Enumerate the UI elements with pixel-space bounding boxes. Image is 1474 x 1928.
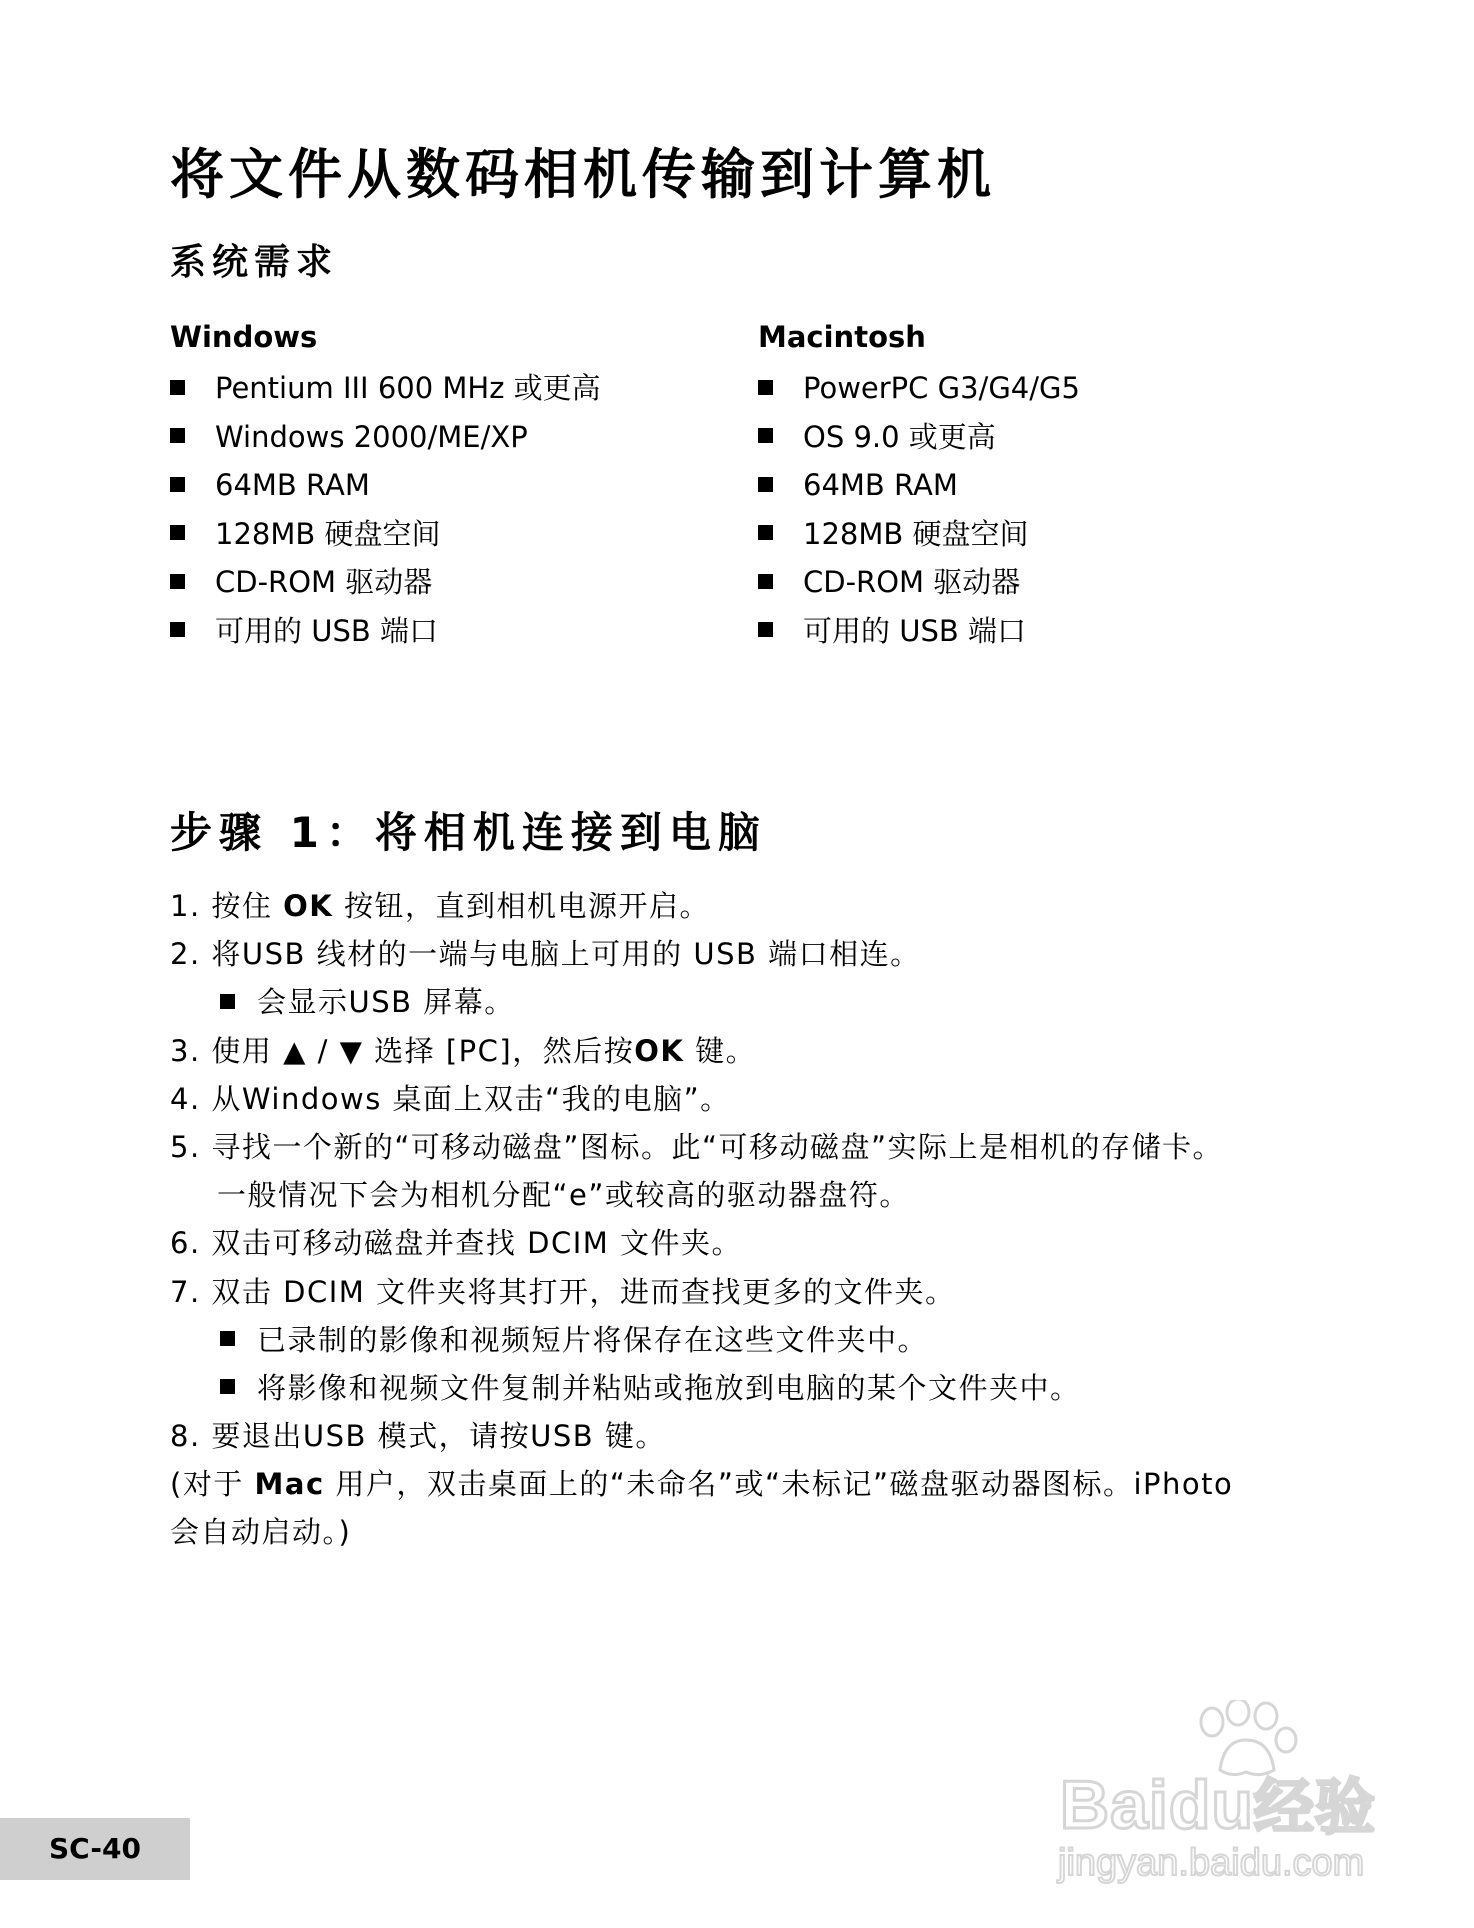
- list-item: 可用的 USB 端口: [758, 607, 1080, 656]
- mac-note: (对于 Mac 用户，双击桌面上的“未命名”或“未标记”磁盘驱动器图标。iPhoto: [170, 1467, 1234, 1502]
- square-bullet-icon: [758, 525, 773, 540]
- page-title: 将文件从数码相机传输到计算机: [170, 143, 996, 206]
- step-5: 5. 寻找一个新的“可移动磁盘”图标。此“可移动磁盘”实际上是相机的存储卡。: [170, 1129, 1223, 1164]
- list-item: CD-ROM 驱动器: [758, 558, 1080, 607]
- macintosh-heading: Macintosh: [758, 320, 926, 354]
- square-bullet-icon: [170, 380, 185, 395]
- square-bullet-icon: [758, 477, 773, 492]
- square-bullet-icon: [220, 1379, 235, 1394]
- square-bullet-icon: [758, 574, 773, 589]
- watermark-url: jingyan.baidu.com: [1058, 1842, 1365, 1884]
- step1-instructions: [170, 882, 1430, 1557]
- page-number: SC-40: [0, 1818, 190, 1880]
- list-item: 128MB 硬盘空间: [170, 510, 601, 559]
- list-item: 64MB RAM: [170, 461, 601, 510]
- watermark-brand: Baidu经验: [1060, 1767, 1376, 1843]
- step1-heading: 步骤 1：将相机连接到电脑: [170, 808, 767, 857]
- list-item: PowerPC G3/G4/G5: [758, 364, 1080, 413]
- square-bullet-icon: [758, 622, 773, 637]
- list-item: 128MB 硬盘空间: [758, 510, 1080, 559]
- list-item: Windows 2000/ME/XP: [170, 413, 601, 462]
- step-2: 2. 将USB 线材的一端与电脑上可用的 USB 端口相连。: [170, 937, 921, 972]
- step-4: 4. 从Windows 桌面上双击“我的电脑”。: [170, 1081, 731, 1116]
- square-bullet-icon: [170, 622, 185, 637]
- square-bullet-icon: [170, 428, 185, 443]
- step-1: 1. 按住 OK 按钮，直到相机电源开启。: [170, 889, 710, 923]
- step-2-sub: 会显示USB 屏幕。: [170, 978, 1430, 1026]
- list-item: Pentium III 600 MHz 或更高: [170, 364, 601, 413]
- list-item: CD-ROM 驱动器: [170, 558, 601, 607]
- step-8: 8. 要退出USB 模式，请按USB 键。: [170, 1419, 666, 1454]
- baidu-watermark: [1040, 1700, 1420, 1900]
- square-bullet-icon: [170, 525, 185, 540]
- list-item: OS 9.0 或更高: [758, 413, 1080, 462]
- list-item: 64MB RAM: [758, 461, 1080, 510]
- mac-note-cont: 会自动启动。): [170, 1515, 352, 1550]
- step-3: 3. 使用 ▲ / ▼ 选择 [PC]，然后按OK 键。: [170, 1033, 757, 1068]
- macintosh-requirements-list: [758, 364, 1080, 655]
- square-bullet-icon: [170, 574, 185, 589]
- square-bullet-icon: [758, 380, 773, 395]
- system-requirements-heading: 系统需求: [170, 242, 339, 283]
- square-bullet-icon: [220, 994, 235, 1009]
- step-7: 7. 双击 DCIM 文件夹将其打开，进而查找更多的文件夹。: [170, 1274, 956, 1309]
- square-bullet-icon: [758, 428, 773, 443]
- list-item: 可用的 USB 端口: [170, 607, 601, 656]
- step-5-cont: 一般情况下会为相机分配“e”或较高的驱动器盘符。: [217, 1178, 910, 1213]
- step-7-sub-2: 将影像和视频文件复制并粘贴或拖放到电脑的某个文件夹中。: [170, 1364, 1430, 1412]
- square-bullet-icon: [220, 1331, 235, 1346]
- step-6: 6. 双击可移动磁盘并查找 DCIM 文件夹。: [170, 1226, 742, 1261]
- windows-requirements-list: [170, 364, 601, 655]
- square-bullet-icon: [170, 477, 185, 492]
- step-7-sub-1: 已录制的影像和视频短片将保存在这些文件夹中。: [170, 1316, 1430, 1364]
- windows-heading: Windows: [170, 320, 318, 354]
